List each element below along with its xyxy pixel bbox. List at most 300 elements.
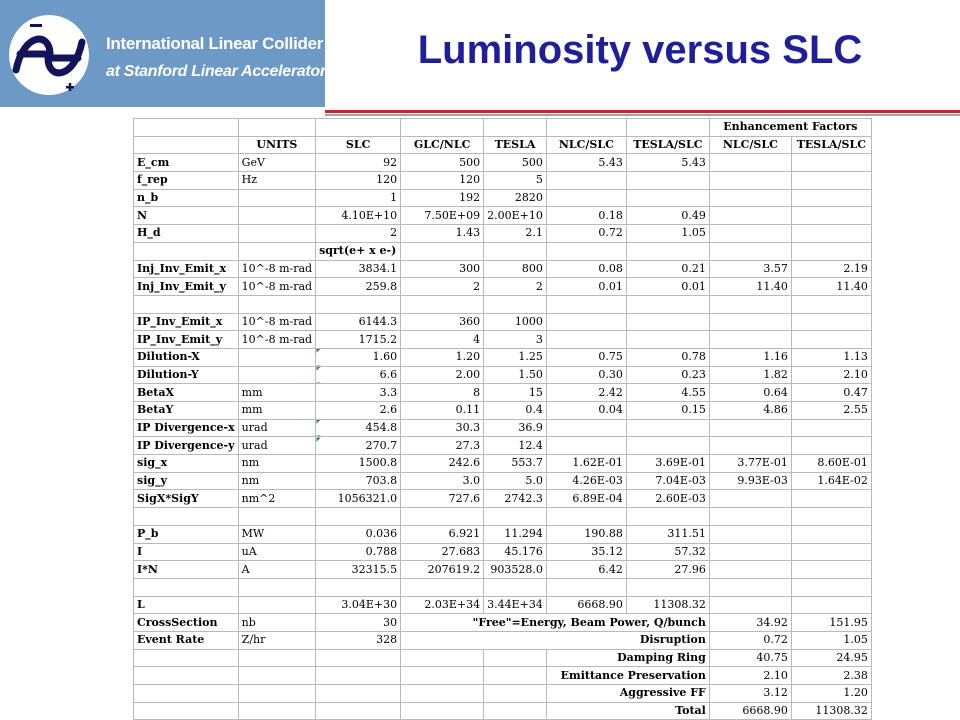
- slc-cell: 328: [316, 631, 401, 649]
- tesla-slc-ratio-cell: [626, 313, 709, 331]
- row-label: Dilution-X: [134, 348, 239, 366]
- table-row: [134, 402, 872, 420]
- slc-cell: 1715.2: [316, 331, 401, 349]
- empty-cell: [238, 649, 315, 667]
- table-row-event-rate: [134, 631, 872, 649]
- table-row: [134, 154, 872, 172]
- tesla-cell: 0.4: [484, 402, 547, 420]
- empty-cell: [484, 702, 547, 720]
- row-label: [134, 508, 239, 526]
- table-row: [134, 348, 872, 366]
- glc-nlc-cell: 120: [401, 172, 484, 190]
- units-cell: [238, 225, 315, 243]
- nlc-slc-ratio-cell: [546, 419, 626, 437]
- nlc-slc-ratio-cell: 6.42: [546, 561, 626, 579]
- enhancement-nlc-cell: [709, 295, 791, 313]
- nlc-slc-ratio-cell: 35.12: [546, 543, 626, 561]
- factor-label: Aggressive FF: [546, 685, 709, 703]
- table-row: [134, 596, 872, 614]
- glc-nlc-cell: 0.11: [401, 402, 484, 420]
- units-cell: Z/hr: [238, 631, 315, 649]
- tesla-slc-ratio-cell: 0.15: [626, 402, 709, 420]
- enhancement-tesla-cell: [791, 543, 871, 561]
- table-row-column-headers: [134, 136, 872, 154]
- enhancement-tesla-cell: 1.05: [791, 631, 871, 649]
- table-row-group-header: [134, 119, 872, 137]
- units-cell: Hz: [238, 172, 315, 190]
- table-row: [134, 189, 872, 207]
- table-row: [134, 561, 872, 579]
- factor-label: Emittance Preservation: [546, 667, 709, 685]
- enhancement-nlc-cell: 3.57: [709, 260, 791, 278]
- empty-cell: [484, 649, 547, 667]
- row-label: SigX*SigY: [134, 490, 239, 508]
- table-row-summary: [134, 649, 872, 667]
- units-cell: nm: [238, 455, 315, 473]
- tesla-slc-ratio-cell: 0.49: [626, 207, 709, 225]
- enhancement-tesla-cell: 8.60E-01: [791, 455, 871, 473]
- slc-cell: 1056321.0: [316, 490, 401, 508]
- glc-nlc-cell: 27.683: [401, 543, 484, 561]
- table-row: [134, 278, 872, 296]
- nlc-slc-ratio-cell: 0.08: [546, 260, 626, 278]
- enhancement-nlc-cell: [709, 225, 791, 243]
- units-cell: [238, 596, 315, 614]
- row-label: P_b: [134, 525, 239, 543]
- tesla-slc-ratio-cell: 7.04E-03: [626, 472, 709, 490]
- enhancement-tesla-cell: [791, 313, 871, 331]
- units-cell: [238, 578, 315, 596]
- tesla-cell: 1.25: [484, 348, 547, 366]
- glc-nlc-cell: [401, 295, 484, 313]
- row-label: BetaX: [134, 384, 239, 402]
- slc-cell: [316, 578, 401, 596]
- enhancement-nlc-cell: [709, 543, 791, 561]
- glc-nlc-cell: 2.03E+34: [401, 596, 484, 614]
- tesla-slc-ratio-cell: 2.60E-03: [626, 490, 709, 508]
- glc-nlc-cell: 300: [401, 260, 484, 278]
- row-label: Event Rate: [134, 631, 239, 649]
- enhancement-tesla-cell: [791, 596, 871, 614]
- nlc-slc-ratio-cell: 0.04: [546, 402, 626, 420]
- slc-cell: 0.036: [316, 525, 401, 543]
- empty-cell: [238, 685, 315, 703]
- enhancement-nlc-cell: [709, 490, 791, 508]
- glc-nlc-cell: 242.6: [401, 455, 484, 473]
- table-row: [134, 313, 872, 331]
- row-label: [134, 578, 239, 596]
- units-cell: uA: [238, 543, 315, 561]
- tesla-slc-ratio-cell: [626, 437, 709, 455]
- logo-line-2: at Stanford Linear Accelerator Center: [106, 63, 379, 80]
- enhancement-nlc-cell: [709, 313, 791, 331]
- enhancement-nlc-cell: 1.82: [709, 366, 791, 384]
- tesla-cell: 15: [484, 384, 547, 402]
- units-cell: nm: [238, 472, 315, 490]
- enhancement-tesla-cell: [791, 578, 871, 596]
- enhancement-tesla-cell: 11.40: [791, 278, 871, 296]
- header-divider: [325, 110, 960, 113]
- nlc-slc-ratio-cell: 6668.90: [546, 596, 626, 614]
- slc-cell: 120: [316, 172, 401, 190]
- nlc-slc-ratio-cell: [546, 331, 626, 349]
- empty-cell: [238, 702, 315, 720]
- enhancement-tesla-cell: [791, 207, 871, 225]
- glc-nlc-cell: 2: [401, 278, 484, 296]
- enhancement-nlc-cell: [709, 154, 791, 172]
- units-cell: [238, 189, 315, 207]
- row-label: L: [134, 596, 239, 614]
- enhancement-tesla-cell: 11308.32: [791, 702, 871, 720]
- units-cell: nb: [238, 614, 315, 632]
- nlc-slc-ratio-cell: 4.26E-03: [546, 472, 626, 490]
- tesla-slc-ratio-cell: 0.01: [626, 278, 709, 296]
- tesla-slc-ratio-cell: [626, 295, 709, 313]
- row-label: BetaY: [134, 402, 239, 420]
- row-label: IP Divergence-x: [134, 419, 239, 437]
- empty-cell: [484, 685, 547, 703]
- empty-cell: [484, 667, 547, 685]
- tesla-slc-ratio-cell: 27.96: [626, 561, 709, 579]
- slc-cell: 0.788: [316, 543, 401, 561]
- table-row: [134, 419, 872, 437]
- slc-cell: 1.60: [316, 348, 401, 366]
- table-row: [134, 172, 872, 190]
- units-cell: urad: [238, 419, 315, 437]
- nlc-slc-ratio-cell: 0.72: [546, 225, 626, 243]
- glc-nlc-cell: 6.921: [401, 525, 484, 543]
- units-cell: GeV: [238, 154, 315, 172]
- tesla-cell: 903528.0: [484, 561, 547, 579]
- row-label: IP Divergence-y: [134, 437, 239, 455]
- enhancement-nlc-cell: [709, 508, 791, 526]
- row-label: f_rep: [134, 172, 239, 190]
- units-cell: [238, 207, 315, 225]
- electron-positron-logo-icon: [6, 12, 92, 98]
- tesla-cell: 5: [484, 172, 547, 190]
- empty-cell: [316, 685, 401, 703]
- nlc-slc-ratio-cell: [546, 172, 626, 190]
- enhancement-tesla-cell: [791, 172, 871, 190]
- nlc-slc-ratio-cell: [546, 437, 626, 455]
- enhancement-tesla-cell: 2.10: [791, 366, 871, 384]
- enhancement-nlc-cell: [709, 189, 791, 207]
- enhancement-nlc-cell: 40.75: [709, 649, 791, 667]
- tesla-slc-ratio-cell: 4.55: [626, 384, 709, 402]
- row-label: N: [134, 207, 239, 225]
- tesla-slc-ratio-cell: [626, 331, 709, 349]
- column-header: UNITS: [238, 136, 315, 154]
- glc-nlc-cell: 7.50E+09: [401, 207, 484, 225]
- slc-cell: 4.10E+10: [316, 207, 401, 225]
- enhancement-nlc-cell: [709, 525, 791, 543]
- enhancement-tesla-cell: 151.95: [791, 614, 871, 632]
- row-label: H_d: [134, 225, 239, 243]
- empty-cell: [401, 702, 484, 720]
- row-label: sig_y: [134, 472, 239, 490]
- glc-nlc-cell: 727.6: [401, 490, 484, 508]
- slc-cell: 1500.8: [316, 455, 401, 473]
- factor-label: Damping Ring: [546, 649, 709, 667]
- nlc-slc-ratio-cell: 0.01: [546, 278, 626, 296]
- units-cell: 10^-8 m-rad: [238, 313, 315, 331]
- table-row-summary: [134, 667, 872, 685]
- table-row-summary: [134, 702, 872, 720]
- tesla-cell: [484, 242, 547, 260]
- enhancement-tesla-cell: [791, 331, 871, 349]
- slc-cell: 3.04E+30: [316, 596, 401, 614]
- table-row: [134, 508, 872, 526]
- tesla-slc-ratio-cell: 3.69E-01: [626, 455, 709, 473]
- units-cell: A: [238, 561, 315, 579]
- nlc-slc-ratio-cell: 6.89E-04: [546, 490, 626, 508]
- empty-cell: [134, 702, 239, 720]
- enhancement-nlc-cell: 6668.90: [709, 702, 791, 720]
- table-row: [134, 472, 872, 490]
- row-label: CrossSection: [134, 614, 239, 632]
- glc-nlc-cell: 3.0: [401, 472, 484, 490]
- enhancement-nlc-cell: [709, 596, 791, 614]
- glc-nlc-cell: [401, 508, 484, 526]
- tesla-slc-ratio-cell: [626, 242, 709, 260]
- slc-cell: 6144.3: [316, 313, 401, 331]
- slc-cell: 32315.5: [316, 561, 401, 579]
- slc-cell: 454.8: [316, 419, 401, 437]
- glc-nlc-cell: 192: [401, 189, 484, 207]
- tesla-cell: 1000: [484, 313, 547, 331]
- enhancement-tesla-cell: [791, 525, 871, 543]
- enhancement-nlc-cell: 9.93E-03: [709, 472, 791, 490]
- tesla-cell: [484, 578, 547, 596]
- slc-cell: 259.8: [316, 278, 401, 296]
- row-label: [134, 242, 239, 260]
- enhancement-nlc-cell: [709, 437, 791, 455]
- enhancement-nlc-cell: 4.86: [709, 402, 791, 420]
- glc-nlc-cell: 1.20: [401, 348, 484, 366]
- enhancement-tesla-cell: [791, 225, 871, 243]
- slc-cell: 30: [316, 614, 401, 632]
- table-row: [134, 207, 872, 225]
- enhancement-tesla-cell: 1.20: [791, 685, 871, 703]
- nlc-slc-ratio-cell: 5.43: [546, 154, 626, 172]
- formula-label: sqrt(e+ x e-): [316, 242, 401, 260]
- enhancement-nlc-cell: [709, 331, 791, 349]
- enhancement-tesla-cell: [791, 490, 871, 508]
- tesla-cell: 2820: [484, 189, 547, 207]
- enhancement-tesla-cell: [791, 561, 871, 579]
- factor-label: Total: [546, 702, 709, 720]
- enhancement-nlc-cell: 0.72: [709, 631, 791, 649]
- luminosity-table: [133, 118, 872, 720]
- empty-cell: [134, 649, 239, 667]
- slc-cell: 3.3: [316, 384, 401, 402]
- glc-nlc-cell: 2.00: [401, 366, 484, 384]
- nlc-slc-ratio-cell: [546, 242, 626, 260]
- slc-cell: [316, 508, 401, 526]
- table-row-crosssection: [134, 614, 872, 632]
- enhancement-nlc-cell: [709, 207, 791, 225]
- units-cell: mm: [238, 402, 315, 420]
- tesla-cell: [484, 508, 547, 526]
- column-header: TESLA/SLC: [791, 136, 871, 154]
- nlc-slc-ratio-cell: 1.62E-01: [546, 455, 626, 473]
- glc-nlc-cell: 8: [401, 384, 484, 402]
- table-row: [134, 295, 872, 313]
- tesla-slc-ratio-cell: 0.23: [626, 366, 709, 384]
- table-row: [134, 455, 872, 473]
- empty-cell: [316, 667, 401, 685]
- units-cell: 10^-8 m-rad: [238, 278, 315, 296]
- tesla-slc-ratio-cell: 0.21: [626, 260, 709, 278]
- nlc-slc-ratio-cell: 190.88: [546, 525, 626, 543]
- slc-cell: 92: [316, 154, 401, 172]
- row-label: [134, 295, 239, 313]
- column-header: SLC: [316, 136, 401, 154]
- enhancement-tesla-cell: [791, 154, 871, 172]
- glc-nlc-cell: 27.3: [401, 437, 484, 455]
- column-header: TESLA: [484, 136, 547, 154]
- nlc-slc-ratio-cell: [546, 508, 626, 526]
- row-label: Inj_Inv_Emit_y: [134, 278, 239, 296]
- table-row: [134, 525, 872, 543]
- enhancement-nlc-cell: 0.64: [709, 384, 791, 402]
- nlc-slc-ratio-cell: [546, 578, 626, 596]
- header-divider-shadow: [325, 114, 960, 116]
- glc-nlc-cell: 30.3: [401, 419, 484, 437]
- empty-cell: [134, 667, 239, 685]
- nlc-slc-ratio-cell: 0.30: [546, 366, 626, 384]
- free-parameters-note: "Free"=Energy, Beam Power, Q/bunch: [401, 614, 710, 632]
- table-row: [134, 242, 872, 260]
- tesla-slc-ratio-cell: 0.78: [626, 348, 709, 366]
- row-label: Inj_Inv_Emit_x: [134, 260, 239, 278]
- row-label: I: [134, 543, 239, 561]
- column-header: NLC/SLC: [546, 136, 626, 154]
- glc-nlc-cell: 500: [401, 154, 484, 172]
- row-label: Dilution-Y: [134, 366, 239, 384]
- slc-cell: 6.6: [316, 366, 401, 384]
- tesla-cell: 3.44E+34: [484, 596, 547, 614]
- row-label: IP_Inv_Emit_y: [134, 331, 239, 349]
- units-cell: mm: [238, 384, 315, 402]
- tesla-cell: 45.176: [484, 543, 547, 561]
- empty-cell: [134, 685, 239, 703]
- units-cell: [238, 295, 315, 313]
- table-row: [134, 384, 872, 402]
- enhancement-tesla-cell: [791, 508, 871, 526]
- units-cell: MW: [238, 525, 315, 543]
- column-header: GLC/NLC: [401, 136, 484, 154]
- table-row: [134, 578, 872, 596]
- table-row: [134, 543, 872, 561]
- enhancement-tesla-cell: [791, 189, 871, 207]
- slc-cell: [316, 295, 401, 313]
- tesla-cell: 5.0: [484, 472, 547, 490]
- units-cell: urad: [238, 437, 315, 455]
- enhancement-nlc-cell: 11.40: [709, 278, 791, 296]
- tesla-cell: 2.00E+10: [484, 207, 547, 225]
- column-header: TESLA/SLC: [626, 136, 709, 154]
- row-label: sig_x: [134, 455, 239, 473]
- empty-cell: [316, 649, 401, 667]
- tesla-cell: 36.9: [484, 419, 547, 437]
- tesla-cell: 500: [484, 154, 547, 172]
- enhancement-nlc-cell: [709, 578, 791, 596]
- tesla-slc-ratio-cell: [626, 508, 709, 526]
- tesla-cell: 800: [484, 260, 547, 278]
- tesla-cell: 2742.3: [484, 490, 547, 508]
- nlc-slc-ratio-cell: 0.75: [546, 348, 626, 366]
- slc-cell: 270.7: [316, 437, 401, 455]
- empty-cell: [401, 667, 484, 685]
- slc-cell: 2.6: [316, 402, 401, 420]
- enhancement-nlc-cell: 34.92: [709, 614, 791, 632]
- glc-nlc-cell: 360: [401, 313, 484, 331]
- empty-cell: [238, 667, 315, 685]
- units-cell: nm^2: [238, 490, 315, 508]
- row-label: I*N: [134, 561, 239, 579]
- enhancement-tesla-cell: 2.19: [791, 260, 871, 278]
- empty-cell: [316, 702, 401, 720]
- enhancement-tesla-cell: [791, 242, 871, 260]
- tesla-slc-ratio-cell: 5.43: [626, 154, 709, 172]
- table-row: [134, 366, 872, 384]
- nlc-slc-ratio-cell: [546, 313, 626, 331]
- enhancement-tesla-cell: 2.38: [791, 667, 871, 685]
- empty-cell: [401, 685, 484, 703]
- units-cell: 10^-8 m-rad: [238, 260, 315, 278]
- table-row: [134, 260, 872, 278]
- table-row-summary: [134, 685, 872, 703]
- enhancement-nlc-cell: 3.12: [709, 685, 791, 703]
- nlc-slc-ratio-cell: 0.18: [546, 207, 626, 225]
- nlc-slc-ratio-cell: [546, 295, 626, 313]
- table-row: [134, 437, 872, 455]
- enhancement-tesla-cell: 1.64E-02: [791, 472, 871, 490]
- table-row: [134, 225, 872, 243]
- column-header: NLC/SLC: [709, 136, 791, 154]
- tesla-cell: [484, 295, 547, 313]
- slc-cell: 1: [316, 189, 401, 207]
- units-cell: [238, 508, 315, 526]
- enhancement-nlc-cell: 3.77E-01: [709, 455, 791, 473]
- page-title: Luminosity versus SLC: [417, 28, 863, 72]
- enhancement-nlc-cell: [709, 561, 791, 579]
- factor-label: Disruption: [401, 631, 710, 649]
- row-label: IP_Inv_Emit_x: [134, 313, 239, 331]
- tesla-cell: 2: [484, 278, 547, 296]
- glc-nlc-cell: 1.43: [401, 225, 484, 243]
- enhancement-tesla-cell: 1.13: [791, 348, 871, 366]
- tesla-slc-ratio-cell: 311.51: [626, 525, 709, 543]
- tesla-cell: 11.294: [484, 525, 547, 543]
- tesla-slc-ratio-cell: [626, 419, 709, 437]
- enhancement-tesla-cell: [791, 419, 871, 437]
- units-cell: 10^-8 m-rad: [238, 331, 315, 349]
- enhancement-factors-header: Enhancement Factors: [709, 119, 871, 137]
- enhancement-tesla-cell: 2.55: [791, 402, 871, 420]
- nlc-slc-ratio-cell: 2.42: [546, 384, 626, 402]
- enhancement-nlc-cell: [709, 242, 791, 260]
- tesla-slc-ratio-cell: 1.05: [626, 225, 709, 243]
- slc-cell: 3834.1: [316, 260, 401, 278]
- enhancement-tesla-cell: 0.47: [791, 384, 871, 402]
- row-label: E_cm: [134, 154, 239, 172]
- slc-cell: 2: [316, 225, 401, 243]
- ilc-logo: [0, 0, 379, 107]
- row-label: n_b: [134, 189, 239, 207]
- nlc-slc-ratio-cell: [546, 189, 626, 207]
